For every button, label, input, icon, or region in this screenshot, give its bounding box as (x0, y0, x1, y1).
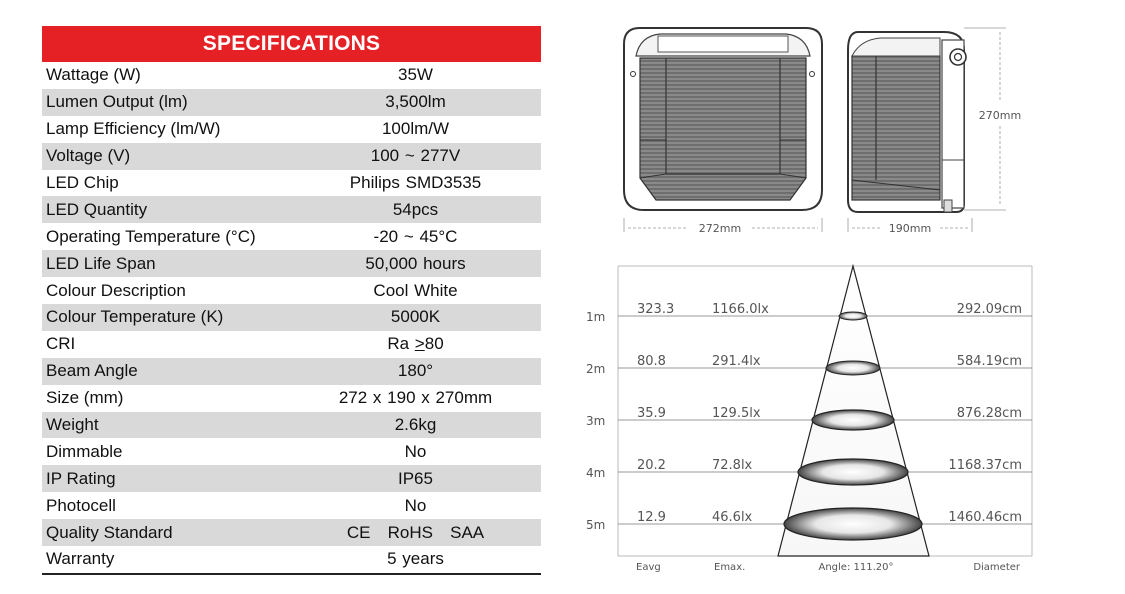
eavg-value: 323.3 (637, 302, 675, 317)
spec-value: No (404, 441, 427, 461)
diameter-value: 584.19cm (956, 354, 1022, 369)
spec-value: 272 x 190 x 270mm (338, 388, 493, 408)
spec-label: Wattage (W) (46, 65, 141, 85)
spec-label: Lumen Output (lm) (46, 92, 188, 112)
distance-label: 4m (586, 466, 606, 480)
distance-label: 2m (586, 362, 606, 376)
spec-label: IP Rating (46, 468, 116, 488)
spec-value: 2.6kg (394, 415, 437, 435)
spec-value: CE RoHS SAA (346, 522, 485, 542)
spec-value: Cool White (373, 280, 458, 300)
diameter-column-label: Diameter (973, 562, 1020, 573)
spec-value: IP65 (398, 468, 433, 488)
spec-label: Voltage (V) (46, 146, 131, 166)
emax-value: 129.5lx (712, 406, 761, 421)
spec-value: Philips SMD3535 (349, 173, 482, 192)
side-view-drawing (848, 28, 1006, 232)
spec-table-title: SPECIFICATIONS (42, 26, 541, 62)
height-dimension-label: 270mm (978, 109, 1022, 122)
spec-label: Warranty (46, 549, 115, 569)
spec-value: 180° (397, 361, 434, 381)
eavg-column-label: Eavg (636, 562, 661, 573)
distance-label: 3m (586, 414, 606, 428)
diameter-value: 292.09cm (956, 302, 1022, 317)
eavg-value: 35.9 (637, 406, 666, 421)
spec-value: 100 ~ 277V (370, 146, 461, 166)
spec-value: 100lm/W (381, 119, 450, 139)
spec-label: Colour Temperature (K) (46, 307, 224, 327)
spec-value: 50,000 hours (365, 253, 466, 273)
emax-value: 46.6lx (712, 510, 753, 525)
diameter-value: 1460.46cm (948, 510, 1022, 525)
spec-label: Weight (46, 415, 99, 435)
spec-value: 54pcs (392, 199, 439, 219)
spec-label: LED Life Span (46, 253, 156, 273)
emax-value: 72.8lx (712, 458, 753, 473)
eavg-value: 20.2 (637, 458, 666, 473)
depth-dimension-label: 190mm (888, 222, 932, 235)
spec-value: 3,500lm (385, 92, 446, 112)
emax-column-label: Emax. (714, 562, 746, 573)
diameter-value: 876.28cm (956, 406, 1022, 421)
spec-value: 5 years (387, 549, 444, 569)
spec-label: Operating Temperature (°C) (46, 226, 256, 246)
spec-label: Colour Description (46, 280, 186, 300)
width-dimension-label: 272mm (698, 222, 742, 235)
eavg-value: 12.9 (637, 510, 666, 525)
beam-angle-label: Angle: 111.20° (818, 562, 894, 573)
spec-label: Quality Standard (46, 522, 173, 542)
spec-label: Dimmable (46, 441, 123, 461)
eavg-value: 80.8 (637, 354, 666, 369)
emax-value: 291.4lx (712, 354, 761, 369)
spec-value: 35W (398, 65, 433, 85)
front-view-drawing (624, 28, 822, 232)
spec-value: 5000K (390, 307, 441, 327)
greater-equal-symbol: > (414, 334, 425, 354)
diameter-value: 1168.37cm (948, 458, 1022, 473)
spec-value: -20 ~ 45°C (373, 226, 458, 246)
spec-label: Lamp Efficiency (lm/W) (46, 119, 221, 139)
spec-label: Beam Angle (46, 361, 138, 381)
spec-label: LED Quantity (46, 199, 148, 219)
spec-label: Photocell (46, 495, 116, 515)
spec-label: Size (mm) (46, 388, 124, 408)
cri-value: 80 (424, 334, 444, 354)
spec-value: No (404, 495, 427, 515)
emax-value: 1166.0lx (712, 302, 769, 317)
spec-label: CRI (46, 334, 76, 354)
distance-label: 5m (586, 518, 606, 532)
cri-prefix: Ra (387, 334, 415, 354)
distance-label: 1m (586, 310, 606, 324)
spec-label: LED Chip (46, 173, 119, 192)
